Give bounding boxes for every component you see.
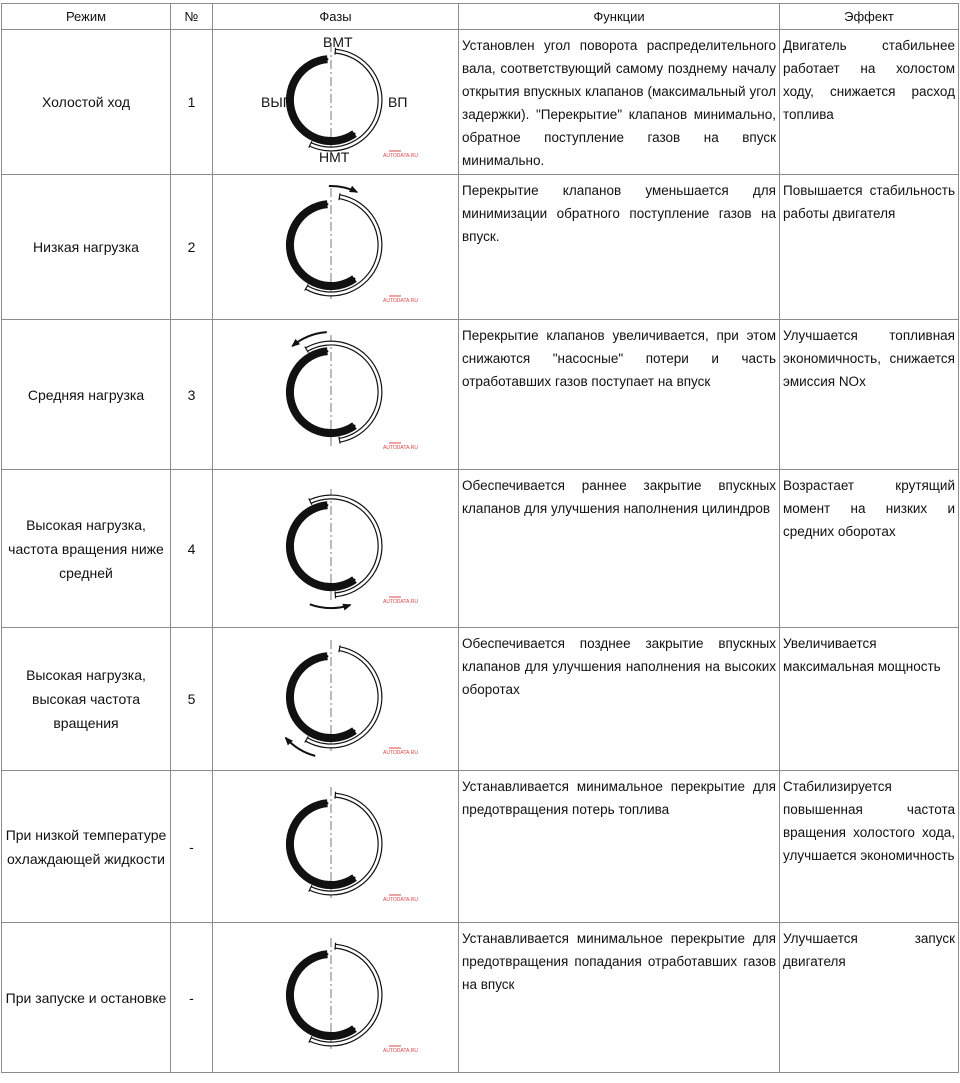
effect-cell: Возрастает крутящий момент на низких и средних оборотах bbox=[780, 470, 959, 628]
number-cell: - bbox=[171, 923, 213, 1073]
intake-phase-outline bbox=[306, 648, 379, 745]
functions-cell: Устанавливается минимальное перекрытие для предотвращения попадания отработавших газов на впуск bbox=[459, 923, 780, 1073]
exhaust-arc-start bbox=[326, 350, 328, 352]
number-cell: 3 bbox=[171, 320, 213, 470]
number-cell: - bbox=[171, 771, 213, 923]
valve-phase-diagram bbox=[260, 33, 418, 170]
number-cell: 1 bbox=[171, 30, 213, 175]
exhaust-phase-arc bbox=[289, 803, 354, 885]
valve-phase-diagram bbox=[261, 930, 418, 1065]
mode-cell: Средняя нагрузка bbox=[2, 320, 171, 470]
functions-cell: Перекрытие клапанов уменьшается для минимизации обратного поступление газов на впуск. bbox=[459, 175, 780, 320]
exhaust-arc-end bbox=[353, 132, 355, 134]
valve-phase-diagram bbox=[261, 180, 418, 315]
exhaust-arc-start bbox=[326, 58, 328, 60]
header-mode: Режим bbox=[2, 4, 171, 30]
valve-phase-diagram bbox=[261, 327, 418, 462]
tdc-label: ВМТ bbox=[322, 33, 353, 50]
bdc-label: НМТ bbox=[318, 148, 349, 165]
effect-cell: Двигатель стабильнее работает на холостом ходу, снижается расход топлива bbox=[780, 30, 959, 175]
exhaust-phase-arc bbox=[289, 954, 354, 1036]
functions-cell: Устанавливается минимальное перекрытие для предотвращения потерь топлива bbox=[459, 771, 780, 923]
phase-diagram-cell bbox=[213, 923, 459, 1073]
phase-diagram-cell bbox=[213, 175, 459, 320]
intake-label: ВП bbox=[387, 93, 407, 110]
mode-cell: При запуске и остановке bbox=[2, 923, 171, 1073]
header-number: № bbox=[171, 4, 213, 30]
watermark-text: AUTODATA.RU bbox=[382, 152, 418, 159]
header-phases: Фазы bbox=[213, 4, 459, 30]
mode-cell: При низкой температуре охлаждающей жидкости bbox=[2, 771, 171, 923]
phase-diagram-cell bbox=[213, 628, 459, 771]
exhaust-phase-arc bbox=[289, 59, 354, 141]
valve-phase-diagram bbox=[261, 632, 418, 767]
table-row bbox=[2, 470, 959, 628]
phase-diagram-cell bbox=[213, 30, 459, 175]
watermark-text: AUTODATA.RU bbox=[382, 1048, 418, 1054]
intake-arc-start bbox=[335, 792, 336, 799]
table-row bbox=[2, 771, 959, 923]
watermark-text: AUTODATA.RU bbox=[382, 297, 418, 304]
watermark-text: AUTODATA.RU bbox=[382, 749, 418, 756]
number-cell: 4 bbox=[171, 470, 213, 628]
table-row bbox=[2, 923, 959, 1073]
phase-diagram-cell bbox=[213, 771, 459, 923]
effect-cell: Улучшается запуск двигателя bbox=[780, 923, 959, 1073]
exhaust-arc-end bbox=[353, 277, 355, 279]
exhaust-phase-arc bbox=[289, 505, 354, 587]
effect-cell: Улучшается топливная экономичность, снижается эмиссия NOx bbox=[780, 320, 959, 470]
effect-cell: Повышается стабильность работы двигателя bbox=[780, 175, 959, 320]
table-row bbox=[2, 628, 959, 771]
exhaust-label: ВЫП bbox=[260, 93, 293, 110]
effect-cell: Стабилизируется повышенная частота вращения холостого хода, улучшается экономичность bbox=[780, 771, 959, 923]
intake-phase-outline bbox=[306, 196, 379, 293]
number-cell: 2 bbox=[171, 175, 213, 320]
watermark-text: AUTODATA.RU bbox=[382, 445, 418, 451]
exhaust-phase-arc bbox=[289, 351, 354, 433]
header-functions: Функции bbox=[459, 4, 780, 30]
header-effect: Эффект bbox=[780, 4, 959, 30]
mode-cell: Высокая нагрузка, частота вращения ниже средней bbox=[2, 470, 171, 628]
mode-cell: Высокая нагрузка, высокая частота вращения bbox=[2, 628, 171, 771]
table-row bbox=[2, 320, 959, 470]
exhaust-arc-start bbox=[326, 953, 328, 955]
exhaust-phase-arc bbox=[289, 656, 354, 738]
functions-cell: Установлен угол поворота распределительного вала, соответствующий самому позднему началу открытия впускных клапанов (максимальный угол задержки). "Перекрытие" клапанов минимально, обратное поступление газов на впуск минимально. bbox=[459, 30, 780, 175]
exhaust-arc-start bbox=[326, 802, 328, 804]
intake-phase-outline bbox=[306, 343, 379, 440]
exhaust-arc-end bbox=[353, 1028, 355, 1030]
valve-phase-diagram bbox=[261, 779, 418, 914]
intake-arc-start bbox=[335, 943, 336, 950]
table-row bbox=[2, 175, 959, 320]
effect-cell: Увеличивается максимальная мощность bbox=[780, 628, 959, 771]
mode-cell: Низкая нагрузка bbox=[2, 175, 171, 320]
phase-diagram-cell bbox=[213, 320, 459, 470]
valve-timing-table bbox=[1, 3, 959, 1073]
functions-cell: Перекрытие клапанов увеличивается, при этом снижаются "насосные" потери и часть отработавших газов поступает на впуск bbox=[459, 320, 780, 470]
table-row bbox=[2, 30, 959, 175]
watermark-text: AUTODATA.RU bbox=[382, 897, 418, 903]
valve-phase-diagram bbox=[261, 481, 418, 616]
exhaust-arc-start bbox=[326, 504, 328, 506]
header-row bbox=[2, 4, 959, 30]
exhaust-arc-end bbox=[353, 877, 355, 879]
phase-diagram-cell bbox=[213, 470, 459, 628]
exhaust-phase-arc bbox=[289, 204, 354, 286]
mode-cell: Холостой ход bbox=[2, 30, 171, 175]
exhaust-arc-start bbox=[326, 203, 328, 205]
arrow-head-icon bbox=[291, 339, 300, 347]
number-cell: 5 bbox=[171, 628, 213, 771]
exhaust-arc-end bbox=[353, 579, 355, 581]
watermark-text: AUTODATA.RU bbox=[382, 599, 418, 605]
functions-cell: Обеспечивается раннее закрытие впускных клапанов для улучшения наполнения цилиндров bbox=[459, 470, 780, 628]
functions-cell: Обеспечивается позднее закрытие впускных клапанов для улучшения наполнения на высоких оборотах bbox=[459, 628, 780, 771]
intake-arc-end bbox=[335, 591, 336, 598]
exhaust-arc-end bbox=[353, 729, 355, 731]
exhaust-arc-start bbox=[326, 655, 328, 657]
arrow-head-icon bbox=[342, 604, 351, 611]
intake-phase-outline bbox=[310, 497, 380, 595]
exhaust-arc-end bbox=[353, 425, 355, 427]
